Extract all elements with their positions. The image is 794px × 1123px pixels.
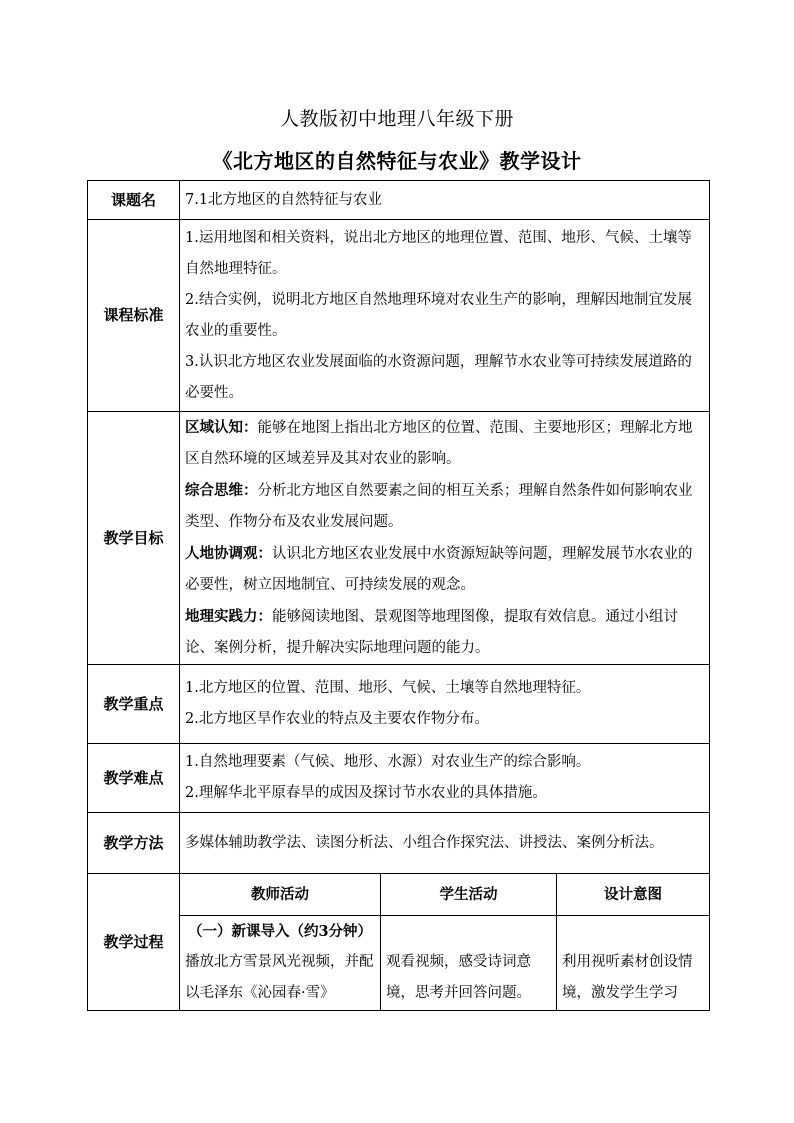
process-row xyxy=(88,916,710,1011)
design-intent-text: 利用视听素材创设情境，激发学生学习 xyxy=(562,954,693,1001)
objective-item xyxy=(185,475,704,538)
key-points-row xyxy=(88,665,710,744)
objectives-content xyxy=(180,412,710,665)
standards-label: 课程标准 xyxy=(88,220,180,412)
difficulties-row xyxy=(88,744,710,813)
key-points-label: 教学重点 xyxy=(88,665,180,744)
objective-head: 综合思维： xyxy=(185,482,258,499)
design-intent-header: 设计意图 xyxy=(557,874,710,916)
objective-head: 人地协调观： xyxy=(185,545,272,562)
standards-content xyxy=(180,220,710,412)
objective-body: 认识北方地区农业发展中水资源短缺等问题，理解发展节水农业的必要性，树立因地制宜、可持续发展的观念。 xyxy=(185,546,693,593)
process-label: 教学过程 xyxy=(88,874,180,1011)
difficulties-label: 教学难点 xyxy=(88,744,180,813)
teacher-activity-cell xyxy=(180,916,381,1011)
topic-value: 7.1北方地区的自然特征与农业 xyxy=(180,181,710,220)
objective-item xyxy=(185,412,704,475)
methods-row xyxy=(88,813,710,874)
standards-row xyxy=(88,220,710,412)
key-point-item: 2.北方地区旱作农业的特点及主要农作物分布。 xyxy=(185,711,489,727)
process-header-row xyxy=(88,874,710,916)
objective-item xyxy=(185,538,704,601)
lesson-plan-table xyxy=(87,180,710,1011)
key-points-content xyxy=(180,665,710,744)
document-title: 人教版初中地理八年级下册 xyxy=(279,108,514,130)
student-activity-cell xyxy=(381,916,557,1011)
student-activity-text: 观看视频，感受诗词意境，思考并回答问题。 xyxy=(386,954,531,1001)
difficulty-item: 2.理解华北平原春旱的成因及探讨节水农业的具体措施。 xyxy=(185,785,547,801)
difficulty-item: 1.自然地理要素（气候、地形、水源）对农业生产的综合影响。 xyxy=(185,754,591,770)
objective-body: 能够在地图上指出北方地区的位置、范围、主要地形区；理解北方地区自然环境的区域差异及其对农业的影响。 xyxy=(185,420,693,467)
topic-label: 课题名 xyxy=(88,181,180,220)
objectives-row xyxy=(88,412,710,665)
standard-item: 1.运用地图和相关资料，说出北方地区的地理位置、范围、地形、气候、土壤等自然地理特征。 xyxy=(185,229,692,277)
objective-body: 分析北方地区自然要素之间的相互关系；理解自然条件如何影响农业类型、作物分布及农业发展问题。 xyxy=(185,483,693,530)
objective-body: 能够阅读地图、景观图等地理图像，提取有效信息。通过小组讨论、案例分析，提升解决实际地理问题的能力。 xyxy=(185,609,678,656)
standard-item: 3.认识北方地区农业发展面临的水资源问题，理解节水农业等可持续发展道路的必要性。 xyxy=(185,353,692,401)
standard-item: 2.结合实例，说明北方地区自然地理环境对农业生产的影响，理解因地制宜发展农业的重要性。 xyxy=(185,291,692,339)
objective-head: 区域认知： xyxy=(185,419,258,436)
key-point-item: 1.北方地区的位置、范围、地形、气候、土壤等自然地理特征。 xyxy=(185,680,591,696)
topic-row xyxy=(88,181,710,220)
document-subtitle: 《北方地区的自然特征与农业》教学设计 xyxy=(212,149,582,173)
teacher-activity-text: 播放北方雪景风光视频，并配以毛泽东《沁园春·雪》 xyxy=(185,954,374,1001)
methods-value: 多媒体辅助教学法、读图分析法、小组合作探究法、讲授法、案例分析法。 xyxy=(180,813,710,874)
student-activity-header: 学生活动 xyxy=(381,874,557,916)
objectives-label: 教学目标 xyxy=(88,412,180,665)
difficulties-content xyxy=(180,744,710,813)
objective-head: 地理实践力： xyxy=(185,608,272,625)
section-title: （一）新课导入（约3分钟） xyxy=(187,923,373,940)
objective-item xyxy=(185,601,704,664)
teacher-activity-header: 教师活动 xyxy=(180,874,381,916)
design-intent-cell xyxy=(557,916,710,1011)
methods-label: 教学方法 xyxy=(88,813,180,874)
